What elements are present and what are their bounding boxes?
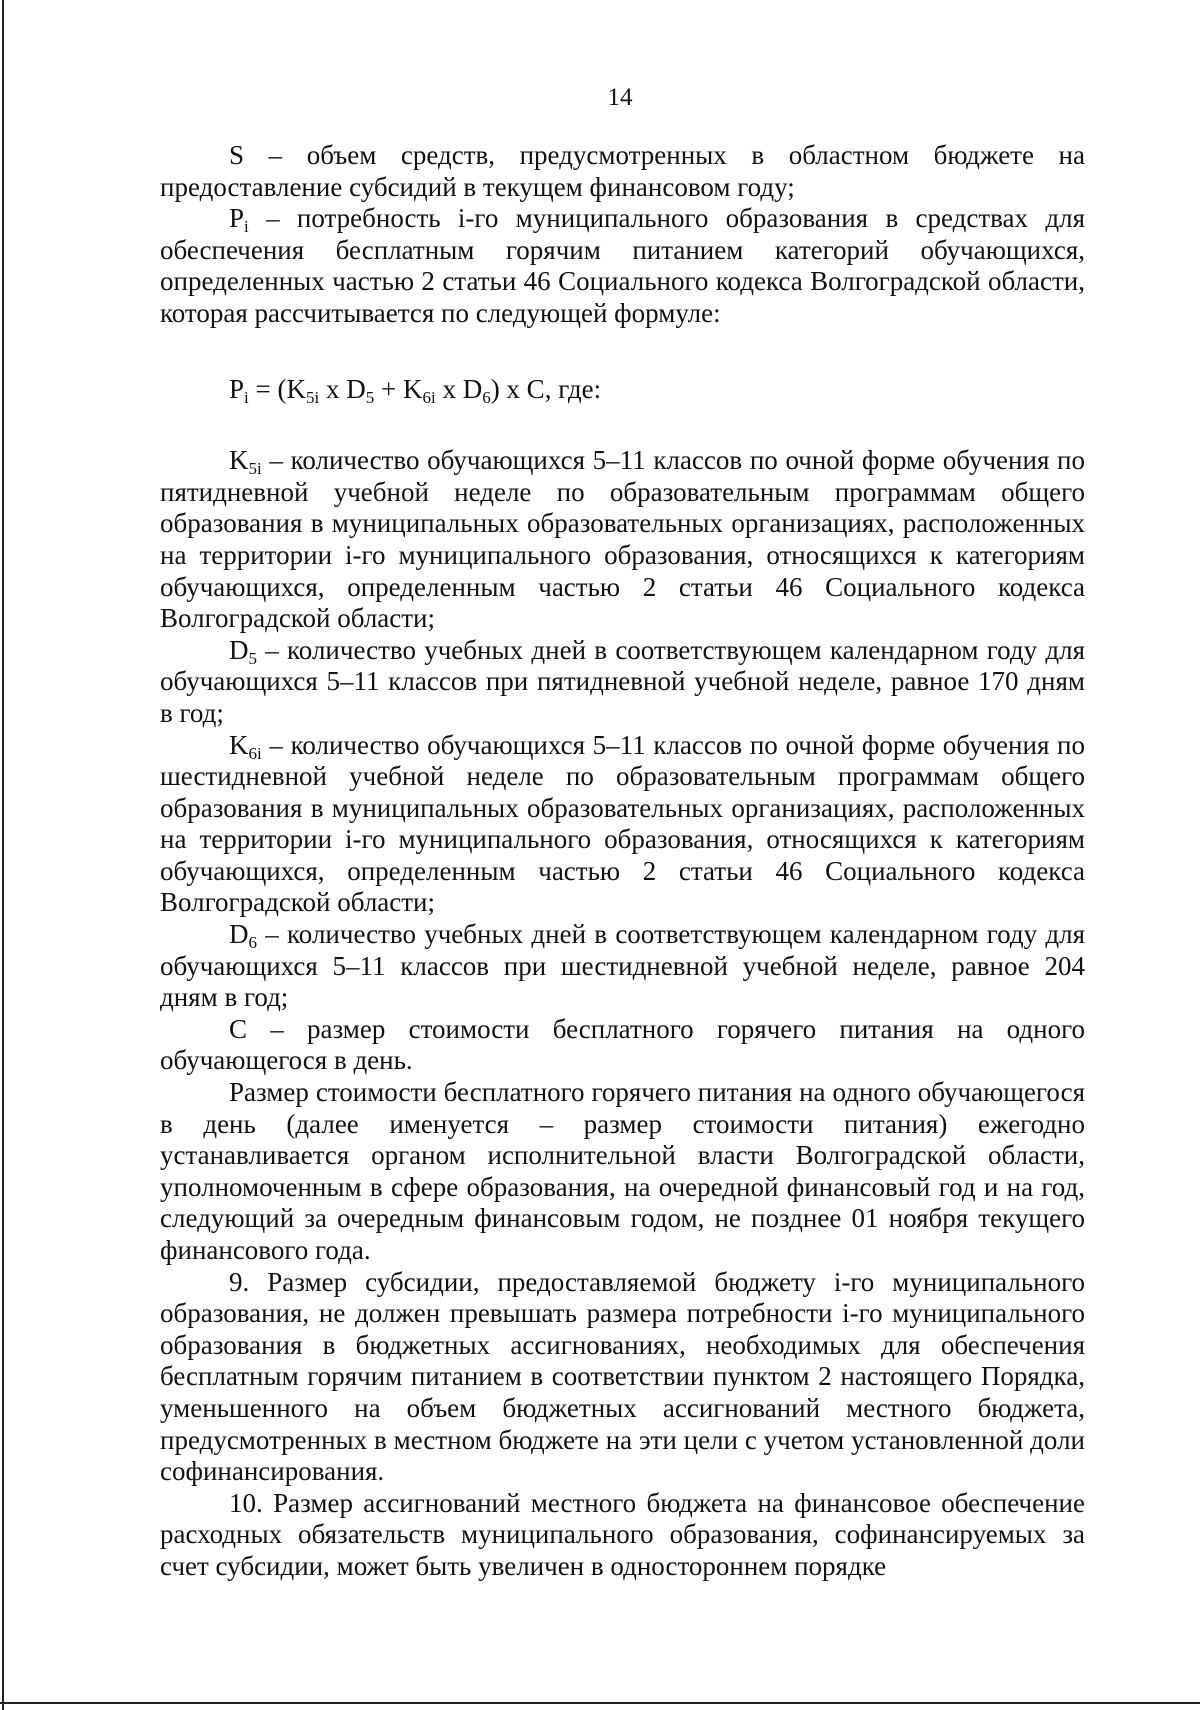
paragraph-item-10: 10. Размер ассигнований местного бюджета на финансовое обеспечение расходных обязательств муниципального образования, софинансируемых за счет субсидии, может быть увеличен в одностороннем порядке xyxy=(160,1487,1085,1581)
paragraph-pi-text: – потребность i-го муниципального образования в средствах для обеспечения бесплатным горячим питанием категорий обучающихся, определенных частью 2 статьи 46 Социального кодекса Волгоградской области, которая рассчитывается по следующей формуле: xyxy=(160,203,1085,328)
formula-subscript: 6 xyxy=(482,387,491,407)
symbol-d: D xyxy=(229,634,249,665)
page-number: 14 xyxy=(607,84,633,111)
scan-edge-left xyxy=(2,0,4,1710)
paragraph-d5-text: – количество учебных дней в соответствующем календарном году для обучающихся 5–11 классов при пятидневной учебной неделе, равное 170 дням в год; xyxy=(160,634,1085,728)
formula-subscript: i xyxy=(244,387,249,407)
subscript-5: 5 xyxy=(248,648,257,668)
formula-part: P xyxy=(229,373,245,404)
paragraph-k6i-definition xyxy=(160,730,1085,920)
paragraph-item-9: 9. Размер субсидии, предоставляемой бюджету i-го муниципального образования, не должен превышать размера потребности i-го муниципального образования в бюджетных ассигнованиях, необходимых для обеспечения бесплатным горячим питанием в соответствии пунктом 2 настоящего Порядка, уменьшенного на объем бюджетных ассигнований местного бюджета, предусмотренных в местном бюджете на эти цели с учетом установленной доли софинансирования. xyxy=(160,1266,1085,1487)
paragraph-k6i-text: – количество обучающихся 5–11 классов по очной форме обучения по шестидневной учебной неделе по образовательным программам общего образования в муниципальных образовательных организациях, расположенных на территории i-го муниципального образования, относящихся к категориям обучающихся, определенным частью 2 статьи 46 Социального кодекса Волгоградской области; xyxy=(160,729,1085,918)
scan-edge-bottom xyxy=(0,1702,1200,1704)
formula-part: x D xyxy=(435,373,483,404)
formula-subscript: 5 xyxy=(365,387,375,407)
formula-part: = (K xyxy=(248,373,306,404)
symbol-k: K xyxy=(229,445,249,476)
paragraph-k5i-definition xyxy=(160,445,1085,635)
paragraph-meal-cost: Размер стоимости бесплатного горячего питания на одного обучающегося в день (далее именуется – размер стоимости питания) ежегодно устанавливается органом исполнительной власти Волгоградской области, уполномоченным в сфере образования, на очередной финансовый год и на год, следующий за очередным финансовым годом, не позднее 01 ноября текущего финансового года. xyxy=(160,1077,1085,1265)
symbol-p: P xyxy=(229,203,245,234)
subscript-6i: 6i xyxy=(248,743,262,763)
subscript-5i: 5i xyxy=(248,459,262,479)
document-body xyxy=(160,140,1085,1583)
subscript-6: 6 xyxy=(248,933,257,953)
paragraph-c-definition: C – размер стоимости бесплатного горячего питания на одного обучающегося в день. xyxy=(160,1013,1085,1076)
paragraph-pi-definition xyxy=(160,203,1085,329)
paragraph-d5-definition xyxy=(160,635,1085,730)
paragraph-d6-definition xyxy=(160,919,1085,1014)
symbol-k: K xyxy=(229,729,249,760)
subscript-i: i xyxy=(244,217,249,237)
formula-subscript: 5i xyxy=(305,387,320,407)
paragraph-s-definition: S – объем средств, предусмотренных в областном бюджете на предоставление субсидий в текущем финансовом году; xyxy=(160,140,1085,202)
formula-pi xyxy=(160,374,1085,406)
formula-part: + K xyxy=(374,373,423,404)
formula-subscript: 6i xyxy=(422,387,436,407)
symbol-d: D xyxy=(229,919,249,950)
paragraph-d6-text: – количество учебных дней в соответствующем календарном году для обучающихся 5–11 классов при шестидневной учебной неделе, равное 204 дням в год; xyxy=(160,919,1085,1013)
formula-part: ) x C, где: xyxy=(490,373,602,404)
formula-part: x D xyxy=(319,373,366,404)
paragraph-k5i-text: – количество обучающихся 5–11 классов по очной форме обучения по пятидневной учебной неделе по образовательным программам общего образования в муниципальных образовательных организациях, расположенных на территории i-го муниципального образования, относящихся к категориям обучающихся, определенным частью 2 статьи 46 Социального кодекса Волгоградской области; xyxy=(160,445,1085,634)
